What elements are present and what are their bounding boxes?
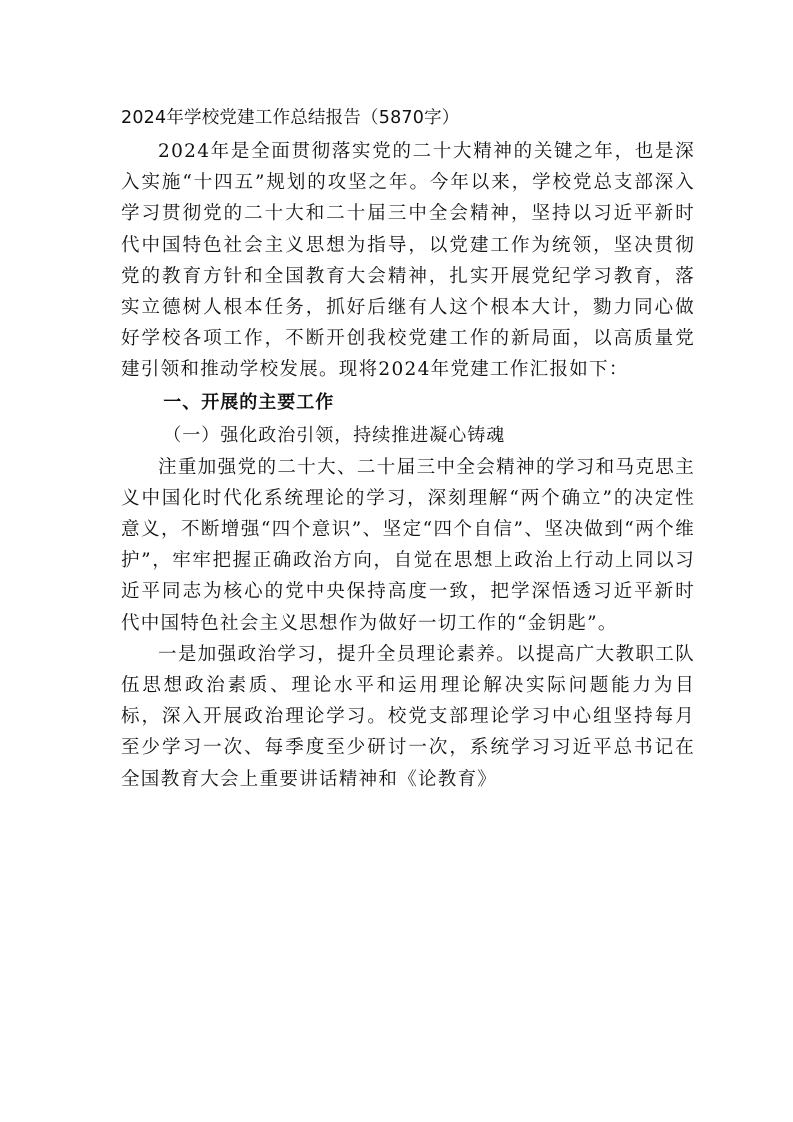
political-guidance-paragraph: 注重加强党的二十大、二十届三中全会精神的学习和马克思主义中国化时代化系统理论的学习，深刻理解“两个确立”的决定性意义，不断增强“四个意识”、坚定“四个自信”、坚决做到“两个维护”，牢牢把握正确政治方向，自觉在思想上政治上行动上同以习近平同志为核心的党中央保持高度一致，把学深悟透习近平新时代中国特色社会主义思想作为做好一切工作的“金钥匙”。: [121, 456, 695, 634]
political-study-paragraph: 一是加强政治学习，提升全员理论素养。以提高广大教职工队伍思想政治素质、理论水平和运用理论解决实际问题能力为目标，深入开展政治理论学习。校党支部理论学习中心组坚持每月至少学习一次、每季度至少研讨一次，系统学习习近平总书记在全国教育大会上重要讲话精神和《论教育》: [121, 643, 695, 790]
document-title: 2024年学校党建工作总结报告（5870字）: [121, 108, 460, 128]
section-heading: 一、开展的主要工作: [163, 391, 335, 413]
intro-paragraph: 2024年是全面贯彻落实党的二十大精神的关键之年，也是深入实施“十四五”规划的攻坚之年。今年以来，学校党总支部深入学习贯彻党的二十大和二十届三中全会精神，坚持以习近平新时代中国特色社会主义思想为指导，以党建工作为统领，坚决贯彻党的教育方针和全国教育大会精神，扎实开展党纪学习教育，落实立德树人根本任务，抓好后继有人这个根本大计，勠力同心做好学校各项工作，不断开创我校党建工作的新局面，以高质量党建引领和推动学校发展。现将2024年党建工作汇报如下：: [121, 141, 695, 381]
subsection-heading: （一）强化政治引领，持续推进凝心铸魂: [163, 424, 506, 446]
document-body: [121, 100, 695, 795]
